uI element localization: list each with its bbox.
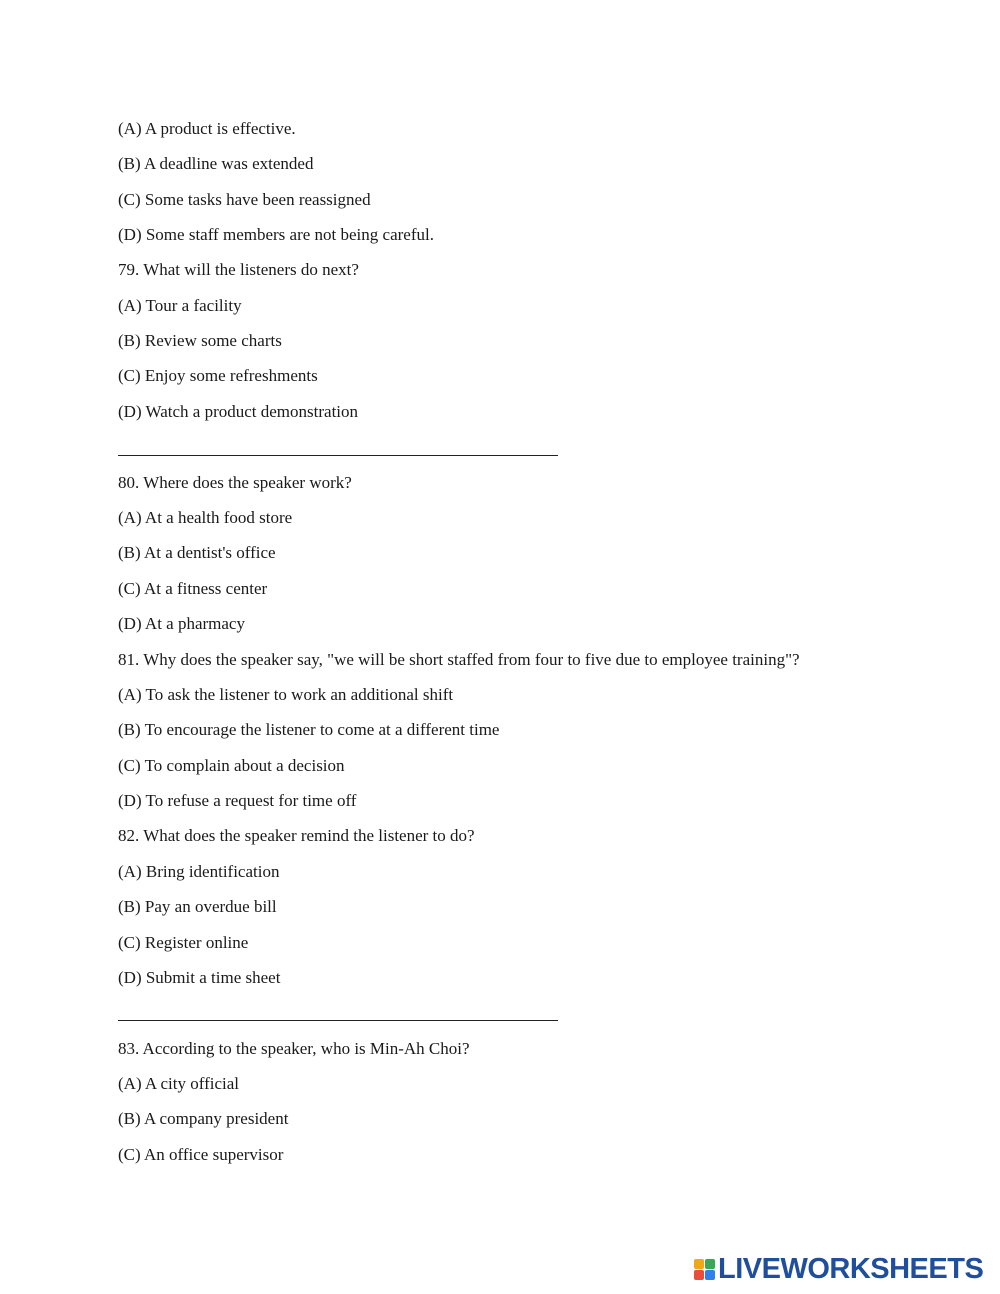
logo-mark-tile: [705, 1270, 715, 1280]
option-d-q79: (D) Watch a product demonstration: [118, 402, 359, 421]
option-a-q80: (A) At a health food store: [118, 508, 293, 527]
option-b-q80: (B) At a dentist's office: [118, 543, 276, 562]
option-d-q81: (D) To refuse a request for time off: [118, 791, 357, 810]
logo-mark-tile: [705, 1259, 715, 1269]
option-b-q79: (B) Review some charts: [118, 331, 282, 350]
question-80: 80. Where does the speaker work?: [118, 473, 352, 492]
logo-mark-tile: [694, 1259, 704, 1269]
option-a-q82: (A) Bring identification: [118, 862, 280, 881]
option-a-q79: (A) Tour a facility: [118, 296, 242, 315]
option-b-q78: (B) A deadline was extended: [118, 154, 314, 173]
question-79: 79. What will the listeners do next?: [118, 260, 359, 279]
question-81: 81. Why does the speaker say, "we will be short staffed from four to five due to employee training"?: [118, 650, 800, 669]
option-a-q83: (A) A city official: [118, 1074, 240, 1093]
option-a-q78: (A) A product is effective.: [118, 119, 296, 138]
question-82: 82. What does the speaker remind the listener to do?: [118, 826, 475, 845]
logo-mark-icon: [694, 1259, 715, 1280]
option-c-q83: (C) An office supervisor: [118, 1145, 284, 1164]
section-divider: [118, 455, 558, 456]
option-d-q80: (D) At a pharmacy: [118, 614, 245, 633]
option-b-q81: (B) To encourage the listener to come at a different time: [118, 720, 500, 739]
option-c-q81: (C) To complain about a decision: [118, 756, 345, 775]
option-b-q82: (B) Pay an overdue bill: [118, 897, 277, 916]
option-c-q80: (C) At a fitness center: [118, 579, 268, 598]
option-c-q79: (C) Enjoy some refreshments: [118, 366, 318, 385]
option-b-q83: (B) A company president: [118, 1109, 289, 1128]
question-83: 83. According to the speaker, who is Min-Ah Choi?: [118, 1039, 470, 1058]
option-d-q82: (D) Submit a time sheet: [118, 968, 281, 987]
option-a-q81: (A) To ask the listener to work an additional shift: [118, 685, 454, 704]
logo-text: LIVEWORKSHEETS: [718, 1252, 984, 1285]
logo-mark-tile: [694, 1270, 704, 1280]
option-c-q78: (C) Some tasks have been reassigned: [118, 190, 371, 209]
option-c-q82: (C) Register online: [118, 933, 249, 952]
section-divider: [118, 1020, 558, 1021]
liveworksheets-logo: [694, 1254, 983, 1284]
option-d-q78: (D) Some staff members are not being careful.: [118, 225, 434, 244]
